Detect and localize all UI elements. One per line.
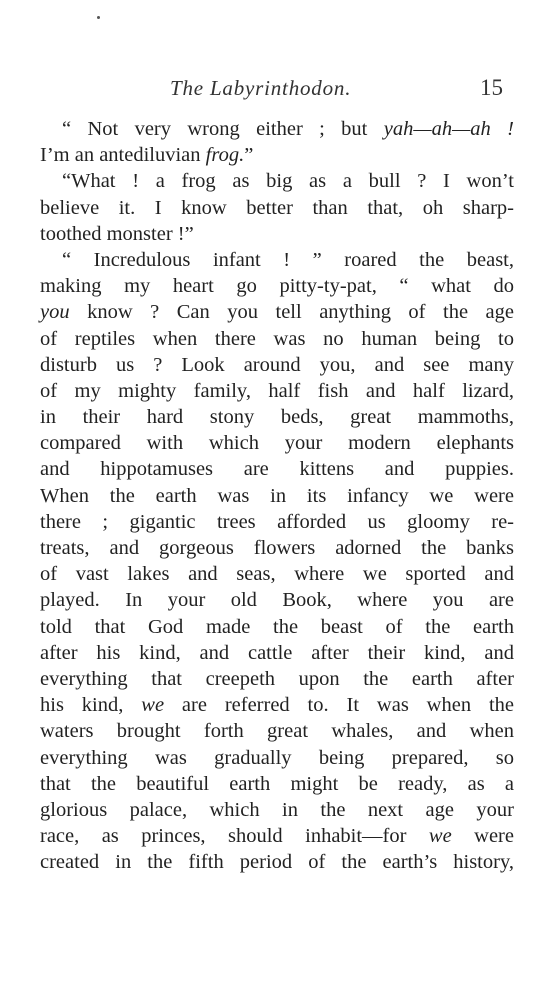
text-segment: were (451, 825, 514, 848)
paper-speck (97, 16, 100, 19)
text-segment: When the earth was in its infancy we were (40, 484, 514, 507)
text-segment: race, as princes, should inhabit—for (40, 825, 429, 848)
body-text (40, 116, 514, 875)
text-segment: created in the fifth period of the earth’s history, (40, 851, 514, 874)
text-line (40, 168, 514, 194)
text-segment: and hippotamuses are kittens and puppies. (40, 458, 514, 481)
text-line (40, 247, 514, 273)
text-segment: “ Incredulous infant ! ” roared the beast, (62, 248, 514, 271)
text-segment: of my mighty family, half fish and half lizard, (40, 379, 514, 402)
text-segment: everything was gradually being prepared, so (40, 746, 514, 769)
text-segment: making my heart go pitty-ty-pat, “ what do (40, 275, 514, 298)
text-segment: there ; gigantic trees afforded us gloomy re- (40, 510, 514, 533)
text-segment: toothed monster !” (40, 222, 194, 245)
text-line (40, 666, 514, 692)
text-segment: everything that creepeth upon the earth after (40, 667, 514, 690)
text-segment: compared with which your modern elephants (40, 432, 514, 455)
text-line (40, 640, 514, 666)
text-line (40, 692, 514, 718)
text-line (40, 299, 514, 325)
text-line (40, 745, 514, 771)
text-line (40, 771, 514, 797)
text-line (40, 195, 514, 221)
text-line (40, 587, 514, 613)
text-segment: ” (244, 144, 254, 167)
text-line (40, 823, 514, 849)
text-line (40, 404, 514, 430)
italic-text: we (428, 825, 452, 848)
italic-text: frog. (205, 144, 245, 167)
text-line (40, 116, 514, 142)
running-title: The Labyrinthodon. (170, 76, 352, 100)
text-segment: of reptiles when there was no human being to (40, 327, 514, 350)
text-segment: that the beautiful earth might be ready, as a (40, 772, 514, 795)
text-segment: I’m an antediluvian (40, 144, 206, 167)
text-segment: played. In your old Book, where you are (40, 589, 514, 612)
text-line (40, 797, 514, 823)
text-segment: believe it. I know better than that, oh sharp- (40, 196, 514, 219)
italic-text: you (40, 301, 70, 324)
text-segment: of vast lakes and seas, where we sported and (40, 563, 514, 586)
text-line (40, 430, 514, 456)
text-segment: after his kind, and cattle after their kind, and (40, 641, 514, 664)
running-head (0, 76, 559, 104)
text-line (40, 614, 514, 640)
text-line (40, 535, 514, 561)
text-segment: know ? Can you tell anything of the age (69, 301, 514, 324)
text-segment: “ Not very wrong either ; but (62, 118, 384, 140)
text-line (40, 509, 514, 535)
text-line (40, 326, 514, 352)
text-line (40, 221, 514, 247)
italic-text: we (141, 694, 165, 717)
text-segment: in their hard stony beds, great mammoths, (40, 406, 514, 429)
text-line (40, 483, 514, 509)
text-segment: his kind, (40, 694, 142, 717)
text-line (40, 352, 514, 378)
text-segment: “What ! a frog as big as a bull ? I won’t (62, 170, 514, 193)
text-segment: treats, and gorgeous flowers adorned the banks (40, 537, 514, 559)
text-segment: glorious palace, which in the next age your (40, 798, 514, 821)
text-segment: waters brought forth great whales, and when (40, 720, 514, 743)
page-number: 15 (480, 75, 503, 100)
text-line (40, 142, 514, 168)
text-line (40, 273, 514, 299)
text-line (40, 561, 514, 587)
text-segment: disturb us ? Look around you, and see many (40, 353, 514, 376)
text-line (40, 718, 514, 744)
text-segment: are referred to. It was when the (164, 694, 514, 717)
text-line (40, 456, 514, 482)
italic-text: yah—ah—ah ! (383, 118, 514, 140)
text-segment: told that God made the beast of the earth (40, 615, 514, 638)
text-line (40, 849, 514, 875)
text-line (40, 378, 514, 404)
